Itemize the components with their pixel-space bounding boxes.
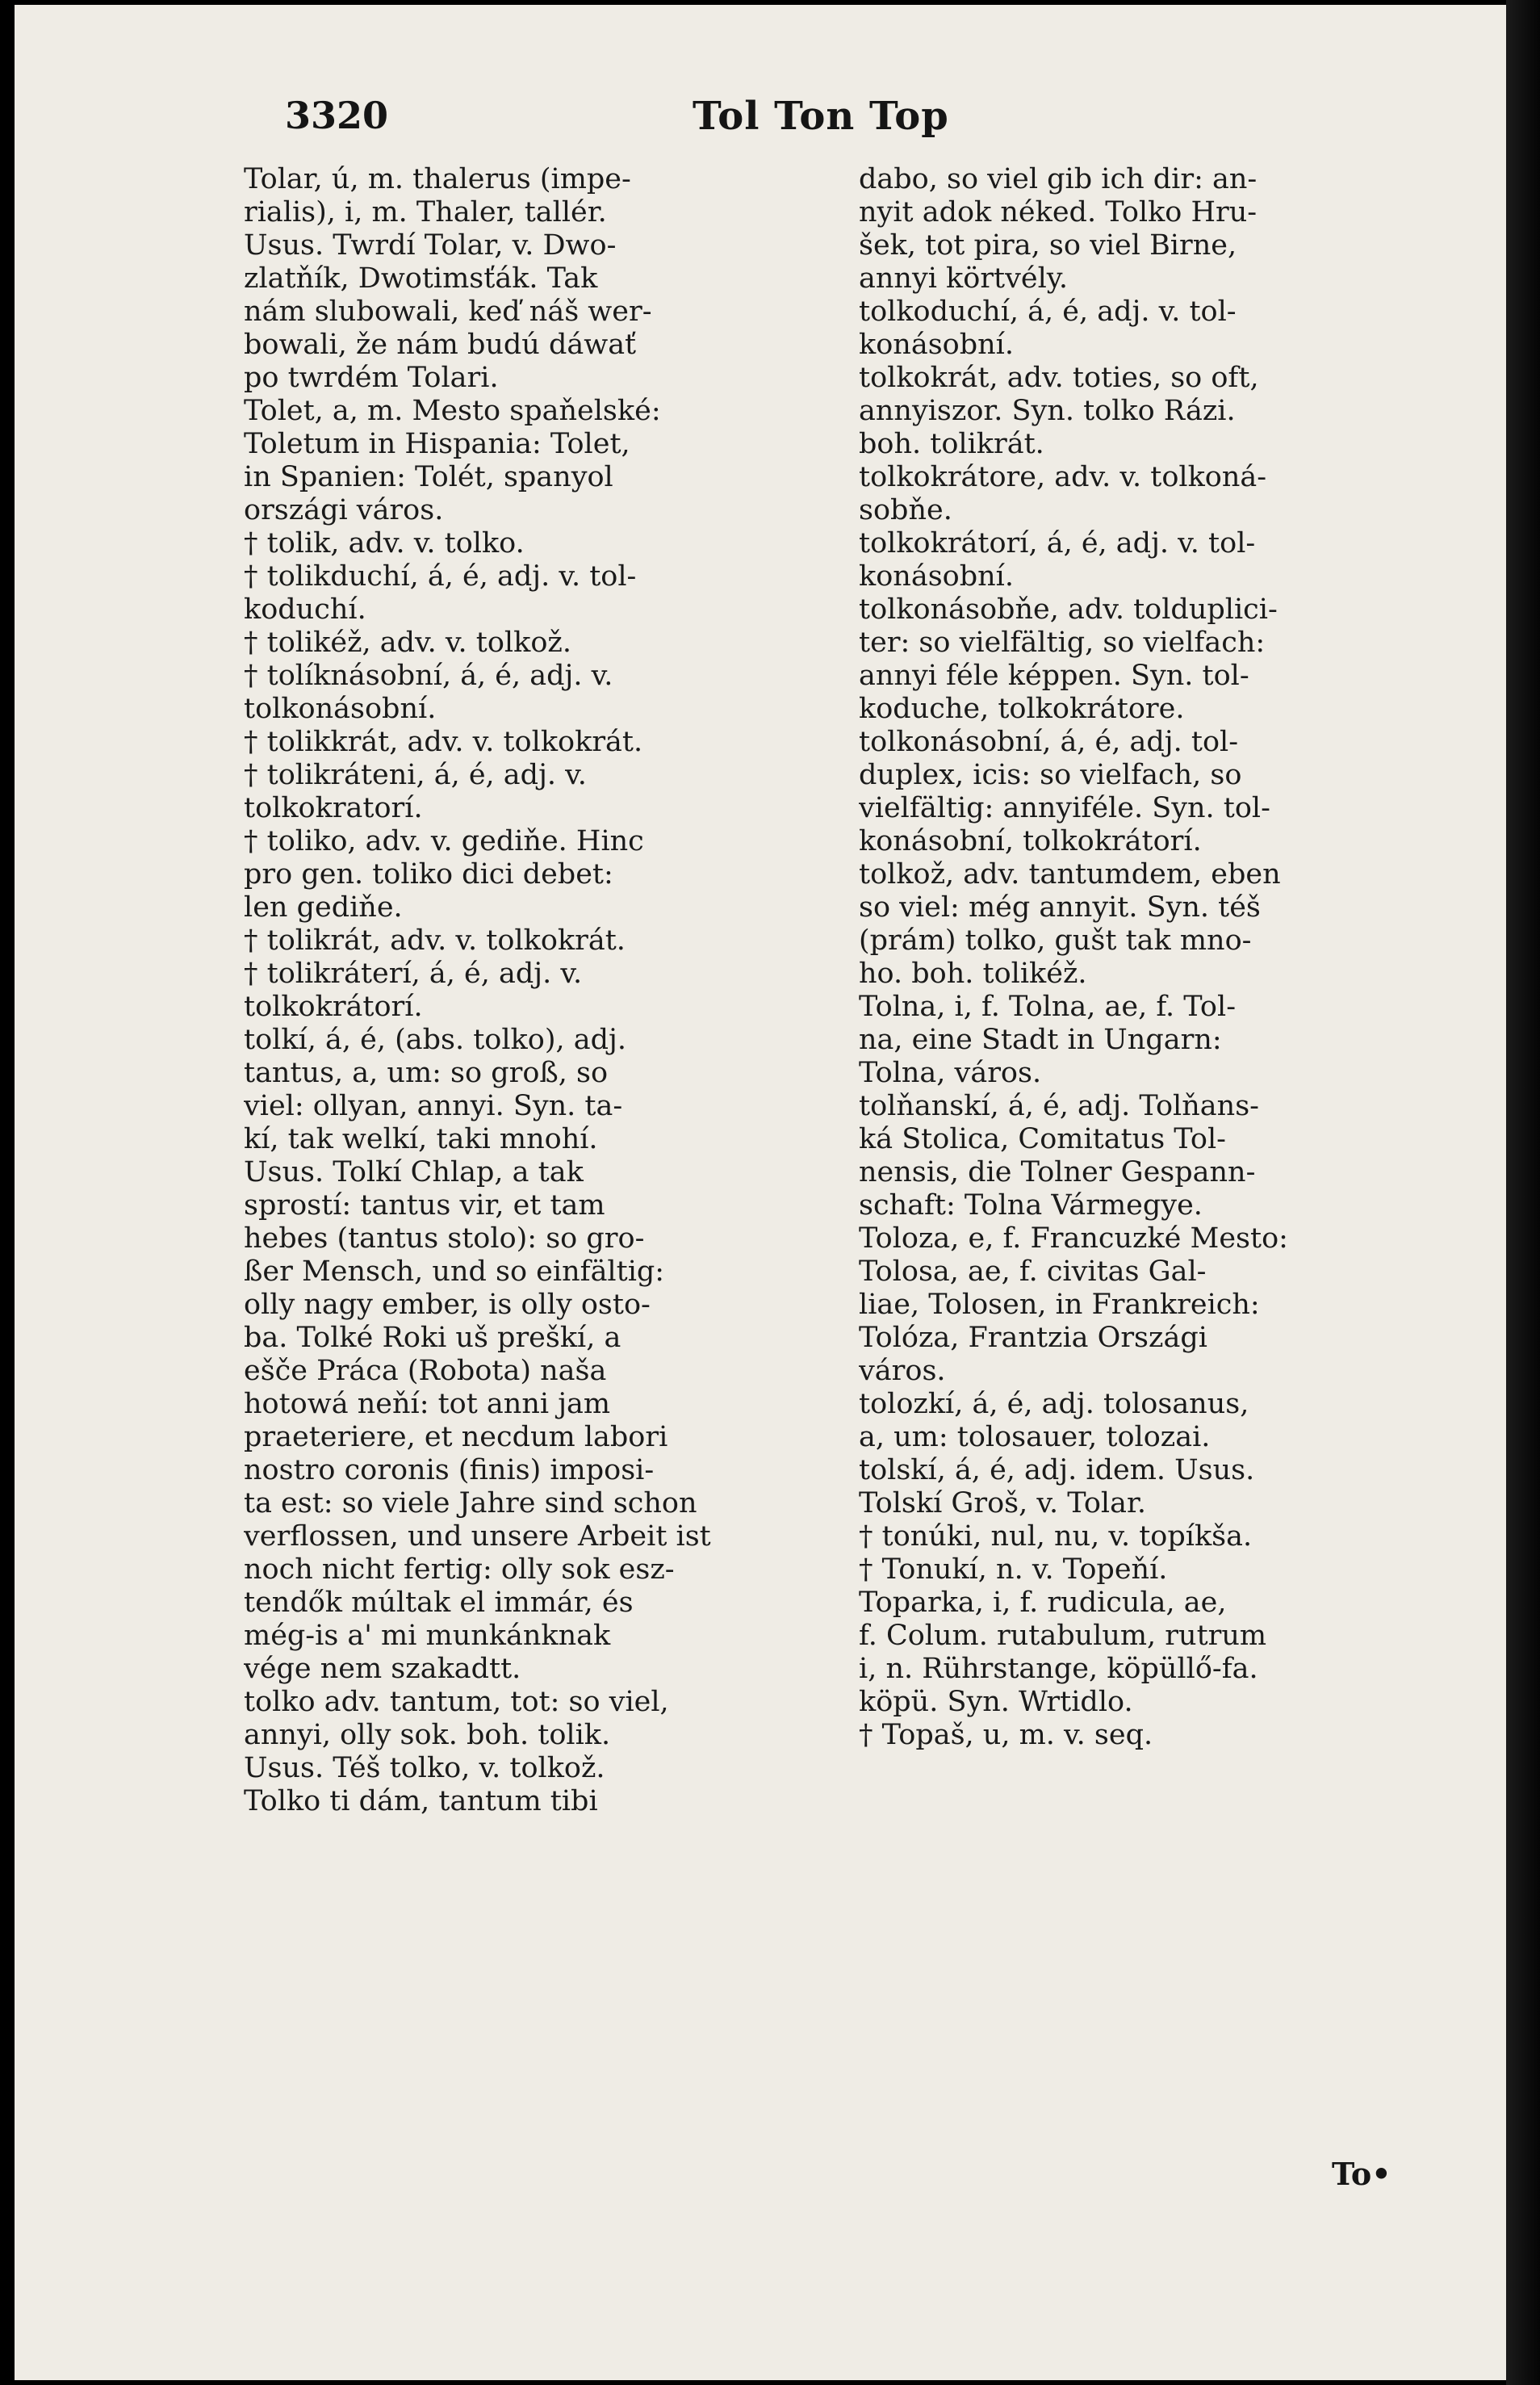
entry-line: tolkonásobní, á, é, adj. tol- <box>859 726 1239 758</box>
entry-line: Tolóza, Frantzia Országi <box>859 1322 1207 1354</box>
page-edge <box>1506 0 1540 2385</box>
entry-line: pro gen. toliko dici debet: <box>244 858 613 891</box>
entry-line: Tolar, ú, m. thalerus (impe- <box>244 163 631 195</box>
entry-line: tolkonásobní. <box>244 693 437 725</box>
entry-line: tolkokrátore, adv. v. tolkoná- <box>859 461 1267 493</box>
entry-line: praeteriere, et necdum labori <box>244 1421 668 1453</box>
entry-line: olly nagy ember, is olly osto- <box>244 1289 651 1321</box>
entry-line: tolkokrát, adv. toties, so oft, <box>859 362 1259 394</box>
entry-line: (prám) tolko, gušt tak mno- <box>859 924 1252 957</box>
entry-line: ba. Tolké Roki uš preškí, a <box>244 1322 621 1354</box>
entry-line: Tolet, a, m. Mesto spaňelské: <box>244 395 661 427</box>
entry-line: liae, Tolosen, in Frankreich: <box>859 1289 1260 1321</box>
entry-line: Tolna, i, f. Tolna, ae, f. Tol- <box>859 991 1237 1023</box>
entry-line: annyiszor. Syn. tolko Rázi. <box>859 395 1236 427</box>
entry-line: Tolskí Groš, v. Tolar. <box>859 1487 1146 1519</box>
entry-line: † tonúki, nul, nu, v. topíkša. <box>859 1520 1253 1553</box>
catchword: To• <box>1332 2156 1391 2192</box>
entry-line: tolkokratorí. <box>244 792 423 824</box>
dictionary-page <box>15 5 1506 2380</box>
running-head: Tol Ton Top <box>693 94 949 139</box>
entry-line: tolko adv. tantum, tot: so viel, <box>244 1686 669 1718</box>
entry-line: hotowá neňí: tot anni jam <box>244 1388 611 1420</box>
page-number: 3320 <box>285 94 389 137</box>
entry-line: † tolikrát, adv. v. tolkokrát. <box>244 924 626 957</box>
entry-line: sprostí: tantus vir, et tam <box>244 1189 605 1222</box>
entry-line: i, n. Rührstange, köpüllő-fa. <box>859 1653 1258 1685</box>
entry-line: Usus. Téš tolko, v. tolkož. <box>244 1752 605 1784</box>
entry-line: még-is a' mi munkánknak <box>244 1620 611 1652</box>
entry-line: nám slubowali, keď náš wer- <box>244 296 652 328</box>
entry-line: annyi körtvély. <box>859 262 1069 295</box>
entry-line: Toloza, e, f. Francuzké Mesto: <box>859 1222 1288 1255</box>
entry-line: vielfältig: annyiféle. Syn. tol- <box>859 792 1270 824</box>
entry-line: zlatňík, Dwotimsťák. Tak <box>244 262 598 295</box>
entry-line: nensis, die Tolner Gespann- <box>859 1156 1256 1188</box>
entry-line: ešče Práca (Robota) naša <box>244 1355 607 1387</box>
entry-line: duplex, icis: so vielfach, so <box>859 759 1242 791</box>
entry-line: országi város. <box>244 494 444 526</box>
entry-line: † tolíknásobní, á, é, adj. v. <box>244 660 613 692</box>
entry-line: Tolko ti dám, tantum tibi <box>244 1785 598 1817</box>
entry-line: annyi féle képpen. Syn. tol- <box>859 660 1249 692</box>
entry-line: köpü. Syn. Wrtidlo. <box>859 1686 1133 1718</box>
entry-line: ta est: so viele Jahre sind schon <box>244 1487 697 1519</box>
entry-line: noch nicht fertig: olly sok esz- <box>244 1553 675 1586</box>
entry-line: rialis), i, m. Thaler, tallér. <box>244 196 607 228</box>
entry-line: Toletum in Hispania: Tolet, <box>244 428 630 460</box>
entry-line: so viel: még annyit. Syn. téš <box>859 891 1261 924</box>
entry-line: † tolikduchí, á, é, adj. v. tol- <box>244 560 637 593</box>
entry-line: tolkokrátorí. <box>244 991 423 1023</box>
entry-line: † Topaš, u, m. v. seq. <box>859 1719 1153 1751</box>
entry-line: konásobní. <box>859 560 1014 593</box>
entry-line: kí, tak welkí, taki mnohí. <box>244 1123 598 1155</box>
entry-line: tendők múltak el immár, és <box>244 1587 634 1619</box>
entry-line: tolkí, á, é, (abs. tolko), adj. <box>244 1024 626 1056</box>
entry-line: konásobní, tolkokrátorí. <box>859 825 1202 857</box>
entry-line: verflossen, und unsere Arbeit ist <box>244 1520 711 1553</box>
entry-line: ho. boh. tolikéž. <box>859 958 1087 990</box>
entry-line: † Tonukí, n. v. Topeňí. <box>859 1553 1168 1586</box>
entry-line: vége nem szakadtt. <box>244 1653 521 1685</box>
entry-line: tantus, a, um: so groß, so <box>244 1057 609 1089</box>
entry-line: po twrdém Tolari. <box>244 362 499 394</box>
entry-line: tolkokrátorí, á, é, adj. v. tol- <box>859 527 1256 560</box>
page-header <box>15 94 1506 142</box>
entry-line: Tolna, város. <box>859 1057 1042 1089</box>
entry-line: tolkož, adv. tantumdem, eben <box>859 858 1281 891</box>
entry-line: ká Stolica, Comitatus Tol- <box>859 1123 1226 1155</box>
entry-line: tolňanskí, á, é, adj. Tolňans- <box>859 1090 1259 1122</box>
entry-line: viel: ollyan, annyi. Syn. ta- <box>244 1090 623 1122</box>
entry-line: tolozkí, á, é, adj. tolosanus, <box>859 1388 1249 1420</box>
entry-line: annyi, olly sok. boh. tolik. <box>244 1719 611 1751</box>
entry-line: † tolikkrát, adv. v. tolkokrát. <box>244 726 643 758</box>
entry-line: sobňe. <box>859 494 952 526</box>
entry-line: konásobní. <box>859 329 1014 361</box>
entry-line: Toparka, i, f. rudicula, ae, <box>859 1587 1227 1619</box>
entry-line: a, um: tolosauer, tolozai. <box>859 1421 1211 1453</box>
entry-line: schaft: Tolna Vármegye. <box>859 1189 1203 1222</box>
entry-line: Usus. Tolkí Chlap, a tak <box>244 1156 584 1188</box>
entry-line: † toliko, adv. v. gediňe. Hinc <box>244 825 644 857</box>
entry-line: Tolosa, ae, f. civitas Gal- <box>859 1255 1207 1288</box>
entry-line: nyit adok néked. Tolko Hru- <box>859 196 1258 228</box>
entry-line: koduche, tolkokrátore. <box>859 693 1185 725</box>
entry-line: ßer Mensch, und so einfältig: <box>244 1255 665 1288</box>
entry-line: tolkoduchí, á, é, adj. v. tol- <box>859 296 1237 328</box>
left-column <box>244 163 841 1818</box>
entry-line: bowali, že nám budú dáwať <box>244 329 637 361</box>
entry-line: šek, tot pira, so viel Birne, <box>859 229 1237 262</box>
entry-line: † tolikráterí, á, é, adj. v. <box>244 958 583 990</box>
entry-line: koduchí. <box>244 593 366 626</box>
right-column <box>859 163 1448 1752</box>
entry-line: len gediňe. <box>244 891 403 924</box>
entry-line: ter: so vielfältig, so vielfach: <box>859 627 1266 659</box>
entry-line: hebes (tantus stolo): so gro- <box>244 1222 645 1255</box>
entry-line: dabo, so viel gib ich dir: an- <box>859 163 1258 195</box>
entry-line: tolskí, á, é, adj. idem. Usus. <box>859 1454 1255 1486</box>
entry-line: † tolikráteni, á, é, adj. v. <box>244 759 587 791</box>
entry-line: † tolikéž, adv. v. tolkož. <box>244 627 571 659</box>
entry-line: f. Colum. rutabulum, rutrum <box>859 1620 1267 1652</box>
entry-line: tolkonásobňe, adv. tolduplici- <box>859 593 1278 626</box>
entry-line: város. <box>859 1355 946 1387</box>
entry-line: na, eine Stadt in Ungarn: <box>859 1024 1222 1056</box>
entry-line: Usus. Twrdí Tolar, v. Dwo- <box>244 229 617 262</box>
entry-line: nostro coronis (finis) imposi- <box>244 1454 655 1486</box>
entry-line: in Spanien: Tolét, spanyol <box>244 461 613 493</box>
entry-line: boh. tolikrát. <box>859 428 1044 460</box>
entry-line: † tolik, adv. v. tolko. <box>244 527 525 560</box>
